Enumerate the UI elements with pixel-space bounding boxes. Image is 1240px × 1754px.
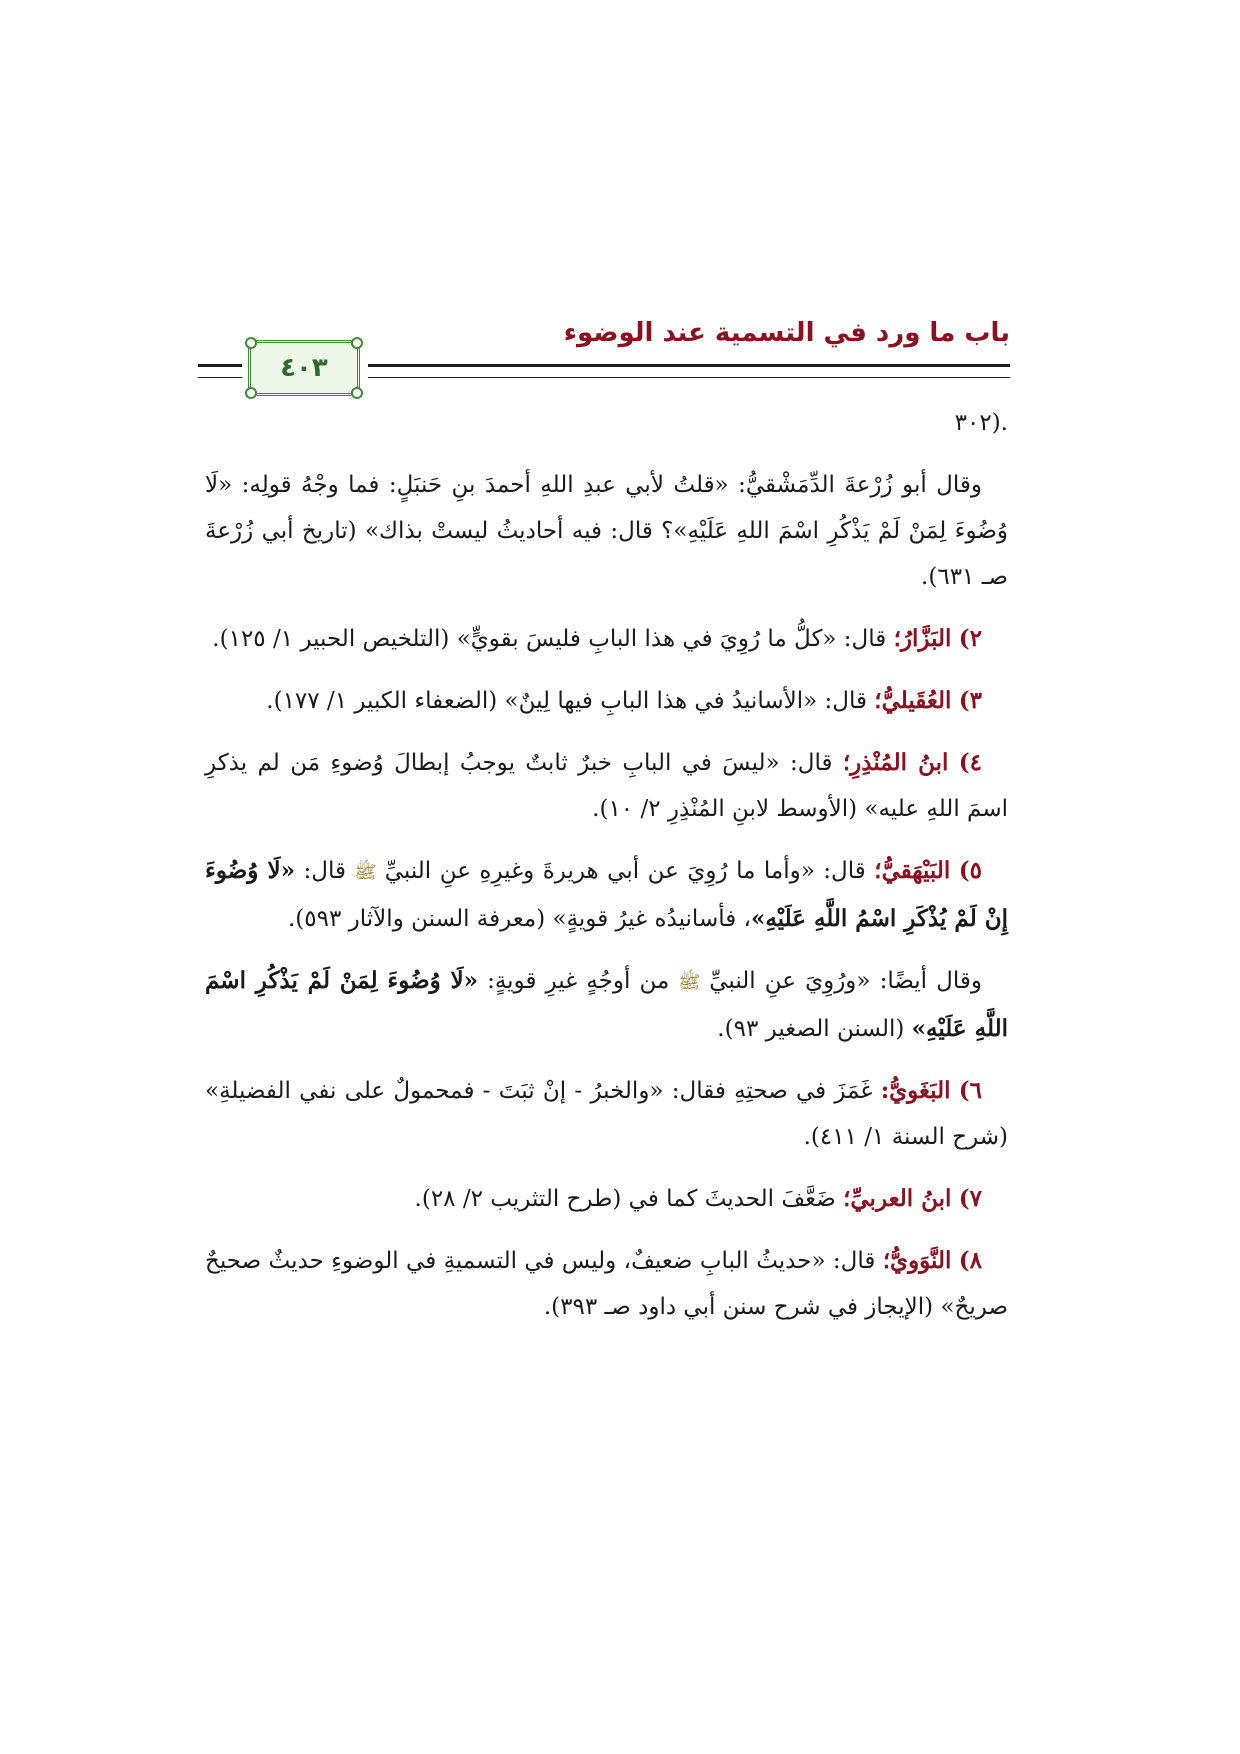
paragraph-text: قال: «كلُّ ما رُوِيَ في هذا البابِ فليسَ بقويٍّ» (التلخيص الحبير ١/ ١٢٥). (212, 626, 894, 652)
paragraph-text: (السنن الصغير ٩٣). (717, 1016, 912, 1042)
item-number: ٧) (958, 1185, 982, 1212)
item-number: ٨) (958, 1247, 983, 1274)
paragraph-text: .(٣٠٢ (954, 410, 1008, 436)
header-rule-right (368, 364, 1010, 378)
chapter-title: باب ما ورد في التسمية عند الوضوء (563, 318, 1010, 348)
item-number: ٣) (958, 687, 982, 714)
badge-ornament (351, 337, 363, 349)
paragraph (205, 462, 1008, 600)
paragraph-text: وقال أيضًا: «ورُوِيَ عنِ النبيِّ (700, 968, 982, 994)
paragraph-text: قال: (295, 858, 355, 884)
salutation-symbol: ﷺ (354, 862, 377, 883)
page-header (198, 318, 1010, 390)
paragraph (205, 740, 1008, 832)
paragraph (205, 400, 1008, 446)
scholar-name: البَغَويُّ: (880, 1077, 951, 1104)
scholar-name: النَّوَويُّ؛ (882, 1247, 952, 1274)
salutation-symbol: ﷺ (678, 972, 701, 993)
badge-ornament (351, 387, 363, 399)
paragraph (205, 958, 1008, 1052)
scholar-name: البَيْهَقيُّ؛ (874, 857, 951, 884)
page-body (205, 400, 1008, 1346)
hadith-quote: «لَا وُضُوءَ لِمَنْ لَمْ يَذْكُرِ اسْمَ اللَّهِ عَلَيْهِ» (205, 967, 1008, 1042)
paragraph-text: من أوجُهٍ غيرِ قويةٍ: (478, 968, 679, 994)
scholar-name: ابنُ العربيِّ؛ (843, 1185, 952, 1212)
paragraph (205, 616, 1008, 662)
paragraph-text: قال: «ليسَ في البابِ خبرٌ ثابتٌ يوجبُ إبطالَ وُضوءِ مَن لم يذكرِ اسمَ اللهِ عليه» (الأوسط لابنِ المُنْذِرِ ٢/ ١٠). (205, 750, 1008, 822)
paragraph-text: ضَعَّفَ الحديثَ كما في (طرح التثريب ٢/ ٢٨). (414, 1186, 844, 1212)
scholar-name: البَزَّارُ؛ (893, 625, 952, 652)
paragraph-text: قال: «الأسانيدُ في هذا البابِ فيها لِينٌ» (الضعفاء الكبير ١/ ١٧٧). (266, 688, 875, 714)
paragraph-text: قال: «وأما ما رُوِيَ عن أبي هريرةَ وغيرِهِ عنِ النبيِّ (376, 858, 875, 884)
paragraph (205, 678, 1008, 724)
scholar-name: ابنُ المُنْذِرِ؛ (842, 749, 949, 776)
paragraph-text: قال: «حديثُ البابِ ضعيفٌ، وليس في التسميةِ في الوضوءِ حديثٌ صحيحٌ صريحٌ» (الإيجاز في شرح سنن أبي داود صـ ٣٩٣). (205, 1248, 1008, 1320)
paragraph (205, 1176, 1008, 1222)
paragraph (205, 848, 1008, 942)
page-number: ٤٠٣ (280, 353, 328, 383)
item-number: ٢) (958, 625, 982, 652)
item-number: ٦) (958, 1077, 983, 1104)
scholar-name: العُقَيليُّ؛ (874, 687, 952, 714)
item-number: ٤) (958, 749, 983, 776)
paragraph-text: ، فأسانيدُه غيرُ قويةٍ» (معرفة السنن والآثار ٥٩٣). (288, 906, 751, 932)
paragraph-text: وقال أبو زُرْعةَ الدِّمَشْقيُّ: «قلتُ لأبي عبدِ اللهِ أحمدَ بنِ حَنبَلٍ: فما وجْهُ قولِه: «لَا وُضُوءَ لِمَنْ لَمْ يَذْكُرِ اسْمَ اللهِ عَلَيْهِ»؟ قال: فيه أحاديثُ ليستْ بذاك» (تاريخ أبي زُرْعةَ صـ ٦٣١). (205, 472, 1008, 590)
hadith-quote: «لَا وُضُوءَ إِنْ لَمْ يُذْكَرِ اسْمُ اللَّهِ عَلَيْهِ» (205, 857, 1008, 932)
page-number-badge (248, 340, 360, 396)
paragraph (205, 1238, 1008, 1330)
paragraph-text: غَمَزَ في صحتِهِ فقال: «والخبرُ - إنْ ثبَتَ - فمحمولٌ على نفي الفضيلةِ» (شرح السنة ١/ ٤١١). (205, 1078, 1008, 1150)
header-rule-left (198, 364, 242, 378)
badge-ornament (245, 387, 257, 399)
item-number: ٥) (958, 857, 983, 884)
paragraph (205, 1068, 1008, 1160)
badge-ornament (245, 337, 257, 349)
